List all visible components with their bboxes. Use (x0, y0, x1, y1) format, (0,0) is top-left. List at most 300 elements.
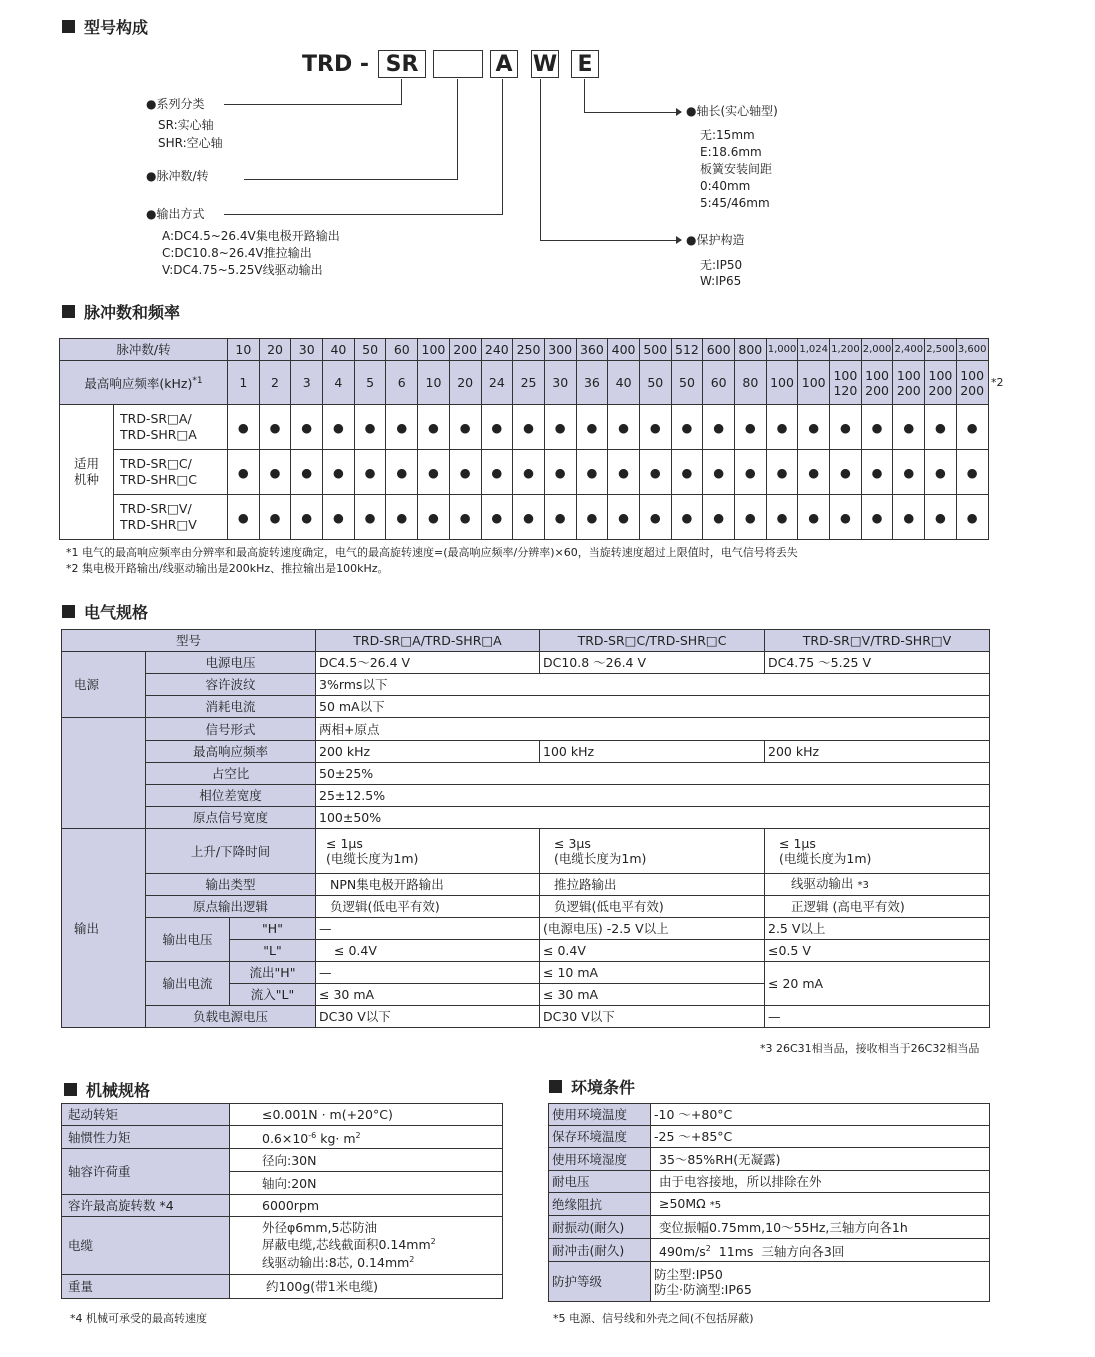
pulse-value: 2,000 (861, 339, 893, 361)
cable-line-1: 外径φ6mm,5芯防油 (262, 1220, 377, 1236)
freq-row-label (60, 361, 228, 405)
support-dot: ● (671, 450, 703, 495)
support-dot: ● (386, 450, 418, 495)
support-dot: ● (766, 405, 798, 450)
support-dot: ● (893, 495, 925, 540)
support-dot: ● (481, 405, 513, 450)
model-label-line2: TRD-SHR□A (120, 427, 197, 442)
elec-cell: 200 kHz (316, 741, 540, 763)
output-line: A:DC4.5~26.4V集电极开路输出 (162, 229, 340, 243)
mech-cell (230, 1217, 503, 1275)
section-title-text: 机械规格 (86, 1081, 151, 1100)
insulation-value: ≥50MΩ (659, 1195, 706, 1211)
freq-value (228, 361, 260, 405)
pulse-value: 3,600 (956, 339, 988, 361)
connector-line (540, 79, 541, 240)
elec-cell: 100±50% (316, 807, 990, 829)
freq-top: 24 (488, 375, 505, 390)
elec-row-label: 原点信号宽度 (146, 807, 316, 829)
shock-exp: 2 (705, 1243, 711, 1253)
section-title-environment (549, 1075, 635, 1098)
elec-row-label: 输出电压 (146, 918, 230, 962)
freq-top: 36 (583, 375, 600, 390)
support-dot: ● (418, 450, 450, 495)
freq-top: 40 (615, 375, 632, 390)
model-label-line1: TRD-SR□C/ (120, 456, 192, 471)
model-label-line2: TRD-SHR□C (120, 472, 198, 487)
inertia-exp: -6 (308, 1130, 317, 1140)
freq-top: 50 (679, 375, 695, 390)
rise-a-2: (电缆长度为1m) (326, 851, 419, 866)
freq-top: 20 (457, 375, 474, 390)
support-dot: ● (608, 450, 640, 495)
freq-value (830, 361, 862, 405)
env-row-label: 耐电压 (549, 1171, 651, 1193)
protection-line: 无:IP50 (700, 258, 743, 272)
env-row-label: 保存环境温度 (549, 1126, 651, 1148)
pulse-value: 40 (323, 339, 355, 361)
elec-sub-label: 流出"H" (230, 962, 316, 984)
support-dot: ● (639, 450, 671, 495)
elec-row-label: 消耗电流 (146, 696, 316, 718)
freq-top: 60 (710, 375, 727, 390)
square-bullet-icon (62, 20, 75, 33)
rise-v-1: ≤ 1μs (779, 836, 816, 851)
connector-line (244, 179, 458, 180)
env-cell: -10 ～+80°C (651, 1104, 990, 1126)
connector-line (540, 240, 681, 241)
shaft-line: 板簧安装间距 (700, 162, 773, 176)
elec-cell: (电源电压) -2.5 V以上 (540, 918, 765, 940)
connector-line (584, 79, 585, 112)
elec-cell: 负逻辑(低电平有效) (540, 896, 765, 918)
support-dot: ● (861, 405, 893, 450)
square-bullet-icon (64, 1083, 77, 1096)
rise-a-1: ≤ 1μs (326, 836, 363, 851)
mech-cell (230, 1126, 503, 1149)
cable-line-2-sup: 2 (430, 1237, 436, 1247)
otype-v: 线驱动输出 (791, 876, 854, 891)
freq-top: 100 (960, 367, 985, 383)
support-dot: ● (576, 450, 608, 495)
freq-value (481, 361, 513, 405)
elec-row-label: 输出类型 (146, 874, 316, 896)
arrow-right-icon (676, 236, 682, 244)
elec-header-model: 型号 (62, 630, 316, 652)
elec-row-label: 信号形式 (146, 718, 316, 741)
elec-sub-label: 流入"L" (230, 984, 316, 1006)
elec-note-3: *3 26C31相当品，接收相当于26C32相当品 (760, 1042, 980, 1055)
env-row-label: 耐振动(耐久) (549, 1216, 651, 1239)
support-dot: ● (893, 405, 925, 450)
pulse-title: ●脉冲数/转 (146, 169, 209, 183)
elec-header-v: TRD-SR□V/TRD-SHR□V (765, 630, 990, 652)
freq-value (956, 361, 988, 405)
freq-value (259, 361, 291, 405)
elec-cell: DC30 V以下 (540, 1006, 765, 1028)
freq-top: 25 (520, 375, 537, 390)
protection-ip65: 防尘·防滴型:IP65 (654, 1281, 752, 1297)
support-dot: ● (259, 495, 291, 540)
support-dot: ● (703, 495, 735, 540)
mechanical-table (61, 1103, 503, 1299)
support-dot: ● (259, 450, 291, 495)
pulse-note-2: *2 集电极开路输出/线驱动输出是200kHz、推拉输出是100kHz。 (66, 562, 389, 575)
mech-cell: 径向:30N (230, 1149, 503, 1172)
connector-line (457, 79, 458, 179)
freq-value (323, 361, 355, 405)
output-line: V:DC4.75~5.25V线驱动输出 (162, 263, 323, 277)
cable-line-3-sup: 2 (409, 1254, 415, 1264)
support-dot: ● (228, 405, 260, 450)
support-dot: ● (703, 405, 735, 450)
support-dot: ● (291, 405, 323, 450)
section-title-text: 环境条件 (571, 1078, 636, 1097)
pulse-value: 250 (513, 339, 545, 361)
elec-cell: ≤ 30 mA (316, 984, 540, 1006)
env-row-label: 绝缘阻抗 (549, 1193, 651, 1216)
freq-top: 100 (770, 375, 794, 390)
otype-v-note: *3 (857, 880, 869, 891)
shaft-line: 5:45/46mm (700, 196, 770, 210)
output-title: ●输出方式 (146, 207, 205, 221)
elec-header-c: TRD-SR□C/TRD-SHR□C (540, 630, 765, 652)
support-dot: ● (671, 495, 703, 540)
support-dot: ● (608, 405, 640, 450)
support-dot: ● (449, 405, 481, 450)
pulse-note-1: *1 电气的最高响应频率由分辨率和最高旋转速度确定，电气的最高旋转速度=(最高响应频率/分辨率)×60，当旋转速度超过上限值时，电气信号将丢失 (66, 546, 798, 559)
env-note-5: *5 电源、信号线和外壳之间(不包括屏蔽) (553, 1312, 754, 1325)
support-dot: ● (608, 495, 640, 540)
model-label (114, 405, 228, 450)
elec-cell: 25±12.5% (316, 785, 990, 807)
freq-value (735, 361, 767, 405)
support-dot: ● (925, 450, 957, 495)
support-dot: ● (639, 405, 671, 450)
support-dot: ● (354, 450, 386, 495)
code-box-output: A (490, 50, 518, 78)
support-dot: ● (449, 450, 481, 495)
freq-value (861, 361, 893, 405)
model-label-line1: TRD-SR□V/ (120, 501, 192, 516)
elec-sub-label: "L" (230, 940, 316, 962)
mech-row-label: 重量 (62, 1275, 230, 1299)
shock-value: 490m/s (659, 1244, 706, 1260)
pulse-value: 240 (481, 339, 513, 361)
elec-cell: — (316, 918, 540, 940)
support-dot: ● (449, 495, 481, 540)
electrical-table (61, 629, 990, 1028)
freq-top: 30 (552, 375, 569, 390)
freq-top: 80 (742, 375, 759, 390)
freq-bottom: 200 (896, 382, 921, 398)
elec-row-label: 容许波纹 (146, 674, 316, 696)
freq-value (893, 361, 925, 405)
support-dot: ● (798, 495, 830, 540)
freq-top: 50 (647, 375, 664, 390)
section-title-model (62, 15, 148, 38)
freq-top: 100 (896, 367, 921, 383)
shaft-title: ●轴长(实心轴型) (686, 104, 778, 118)
elec-cell: ≤0.5 V (765, 940, 990, 962)
support-dot: ● (576, 405, 608, 450)
elec-cell (540, 829, 765, 874)
env-cell (651, 1193, 990, 1216)
connector-line (502, 79, 503, 214)
elec-cell: NPN集电极开路输出 (316, 874, 540, 896)
section-title-text: 脉冲数和频率 (84, 303, 181, 322)
mech-cell: 轴向:20N (230, 1172, 503, 1195)
freq-value (418, 361, 450, 405)
freq-value (513, 361, 545, 405)
mech-row-label: 电缆 (62, 1217, 230, 1275)
connector-line (224, 104, 402, 105)
support-dot: ● (291, 495, 323, 540)
env-row-label: 使用环境温度 (549, 1104, 651, 1126)
inertia-exp2: 2 (355, 1130, 361, 1140)
freq-label-sup: *1 (192, 375, 203, 386)
elec-cell: 100 kHz (540, 741, 765, 763)
freq-top: 100 (865, 367, 890, 383)
elec-row-label: 输出电流 (146, 962, 230, 1006)
shaft-line: 无:15mm (700, 128, 755, 142)
freq-top: 5 (366, 375, 375, 390)
pulse-value: 30 (291, 339, 323, 361)
freq-bottom: 200 (928, 382, 953, 398)
inertia-unit: kg· m (316, 1131, 356, 1147)
series-line: SHR:空心轴 (158, 136, 223, 150)
mech-row-label: 容许最高旋转数 *4 (62, 1195, 230, 1217)
code-box-series: SR (378, 50, 426, 78)
freq-bottom: 200 (960, 382, 985, 398)
elec-cell: 推拉路输出 (540, 874, 765, 896)
elec-cell: ≤ 0.4V (316, 940, 540, 962)
freq-value (576, 361, 608, 405)
cable-line-2 (262, 1235, 499, 1252)
support-dot: ● (386, 405, 418, 450)
pulse-value: 50 (354, 339, 386, 361)
insulation-note: *5 (709, 1199, 722, 1211)
note2-mark: *2 (991, 376, 1004, 389)
env-cell: 变位振幅0.75mm,10～55Hz,三轴方向各1h (651, 1216, 990, 1239)
support-dot: ● (735, 405, 767, 450)
pulse-row-label: 脉冲数/转 (60, 339, 228, 361)
pulse-value: 500 (639, 339, 671, 361)
elec-cell: DC10.8 ～26.4 V (540, 652, 765, 674)
support-dot: ● (956, 450, 988, 495)
freq-value (766, 361, 798, 405)
elec-cell (765, 874, 990, 896)
elec-cell: DC4.5～26.4 V (316, 652, 540, 674)
freq-value (354, 361, 386, 405)
arrow-right-icon (676, 108, 682, 116)
model-group-label: 适用 机种 (60, 405, 114, 540)
elec-group-signal (62, 718, 146, 829)
freq-label-text: 最高响应频率(kHz) (84, 376, 193, 392)
elec-group-output: 输出 (62, 829, 146, 1028)
freq-value (449, 361, 481, 405)
support-dot: ● (861, 495, 893, 540)
support-dot: ● (228, 495, 260, 540)
environment-table (548, 1103, 990, 1302)
connector-line (584, 112, 681, 113)
support-dot: ● (830, 405, 862, 450)
support-dot: ● (576, 495, 608, 540)
rise-c-2: (电缆长度为1m) (554, 851, 647, 866)
env-row-label: 耐冲击(耐久) (549, 1239, 651, 1262)
cable-line-3 (262, 1253, 499, 1270)
pulse-value: 300 (544, 339, 576, 361)
elec-cell: ≤ 20 mA (765, 962, 990, 1006)
elec-cell: 负逻辑(低电平有效) (316, 896, 540, 918)
elec-header-a: TRD-SR□A/TRD-SHR□A (316, 630, 540, 652)
elec-cell: ≤ 10 mA (540, 962, 765, 984)
pulse-value: 100 (418, 339, 450, 361)
protection-line: W:IP65 (700, 274, 742, 288)
pulse-table (59, 338, 989, 540)
support-dot: ● (544, 405, 576, 450)
support-dot: ● (354, 495, 386, 540)
elec-cell: ≤ 30 mA (540, 984, 765, 1006)
freq-top: 6 (397, 375, 406, 390)
support-dot: ● (513, 405, 545, 450)
model-label (114, 450, 228, 495)
elec-cell: ≤ 0.4V (540, 940, 765, 962)
freq-value (386, 361, 418, 405)
freq-value (925, 361, 957, 405)
env-cell: 35～85%RH(无凝露) (651, 1148, 990, 1171)
section-title-text: 型号构成 (84, 18, 149, 37)
connector-line (224, 214, 503, 215)
rise-c-1: ≤ 3μs (554, 836, 591, 851)
support-dot: ● (418, 495, 450, 540)
shock-rest: 11ms 三轴方向各3回 (710, 1244, 845, 1260)
freq-bottom: 120 (833, 382, 858, 398)
freq-value (639, 361, 671, 405)
support-dot: ● (830, 495, 862, 540)
freq-value (291, 361, 323, 405)
square-bullet-icon (549, 1080, 562, 1093)
freq-top: 4 (334, 375, 343, 390)
support-dot: ● (766, 495, 798, 540)
elec-cell: — (765, 1006, 990, 1028)
elec-row-label: 原点输出逻辑 (146, 896, 316, 918)
elec-cell: DC4.75 ～5.25 V (765, 652, 990, 674)
support-dot: ● (861, 450, 893, 495)
protection-ip50: 防尘型:IP50 (654, 1266, 723, 1282)
elec-group-power: 电源 (62, 652, 146, 718)
elec-cell: 50±25% (316, 763, 990, 785)
support-dot: ● (925, 405, 957, 450)
freq-top: 3 (302, 375, 311, 390)
pulse-value: 2,400 (893, 339, 925, 361)
freq-top: 100 (928, 367, 953, 383)
freq-bottom: 200 (865, 382, 890, 398)
elec-row-label: 负载电源电压 (146, 1006, 316, 1028)
mech-row-label: 起动转矩 (62, 1104, 230, 1126)
env-cell: 由于电容接地，所以排除在外 (651, 1171, 990, 1193)
elec-cell: — (316, 962, 540, 984)
pulse-value: 2,500 (925, 339, 957, 361)
freq-top: 100 (801, 375, 826, 390)
section-title-electrical (62, 600, 148, 623)
model-label-line1: TRD-SR□A/ (120, 411, 192, 426)
support-dot: ● (956, 405, 988, 450)
elec-cell: 3%rms以下 (316, 674, 990, 696)
protection-title: ●保护构造 (686, 233, 745, 247)
elec-row-label: 相位差宽度 (146, 785, 316, 807)
section-title-text: 电气规格 (84, 603, 149, 622)
pulse-value: 512 (671, 339, 703, 361)
pulse-value: 400 (608, 339, 640, 361)
support-dot: ● (735, 450, 767, 495)
support-dot: ● (893, 450, 925, 495)
elec-cell (316, 829, 540, 874)
support-dot: ● (323, 450, 355, 495)
freq-top: 100 (833, 367, 858, 383)
support-dot: ● (323, 495, 355, 540)
support-dot: ● (830, 450, 862, 495)
series-line: SR:实心轴 (158, 118, 214, 132)
pulse-value: 1,024 (798, 339, 830, 361)
pulse-value: 600 (703, 339, 735, 361)
cable-line-2-text: 屏蔽电缆,芯线截面积0.14mm (262, 1237, 431, 1253)
elec-row-label: 占空比 (146, 763, 316, 785)
elec-cell: 200 kHz (765, 741, 990, 763)
env-cell (651, 1262, 990, 1302)
elec-cell: DC30 V以下 (316, 1006, 540, 1028)
connector-line (401, 79, 402, 104)
mech-note-4: *4 机械可承受的最高转速度 (70, 1312, 207, 1325)
support-dot: ● (798, 405, 830, 450)
env-cell: -25 ～+85°C (651, 1126, 990, 1148)
freq-value (703, 361, 735, 405)
support-dot: ● (639, 495, 671, 540)
support-dot: ● (513, 450, 545, 495)
pulse-value: 200 (449, 339, 481, 361)
env-row-label: 防护等级 (549, 1262, 651, 1302)
support-dot: ● (956, 495, 988, 540)
elec-cell: 正逻辑 (高电平有效) (765, 896, 990, 918)
square-bullet-icon (62, 305, 75, 318)
mech-cell: 约100g(带1米电缆) (230, 1275, 503, 1299)
model-label (114, 495, 228, 540)
freq-value (544, 361, 576, 405)
support-dot: ● (386, 495, 418, 540)
pulse-value: 800 (735, 339, 767, 361)
pulse-value: 20 (259, 339, 291, 361)
mech-row-label: 轴惯性力矩 (62, 1126, 230, 1149)
support-dot: ● (671, 405, 703, 450)
rise-v-2: (电缆长度为1m) (779, 851, 872, 866)
support-dot: ● (703, 450, 735, 495)
elec-row-label: 电源电压 (146, 652, 316, 674)
support-dot: ● (544, 450, 576, 495)
support-dot: ● (259, 405, 291, 450)
support-dot: ● (418, 405, 450, 450)
support-dot: ● (513, 495, 545, 540)
support-dot: ● (323, 405, 355, 450)
pulse-value: 1,000 (766, 339, 798, 361)
env-cell (651, 1239, 990, 1262)
mech-cell: ≤0.001N · m(+20°C) (230, 1104, 503, 1126)
inertia-value: 0.6×10 (262, 1131, 309, 1147)
section-title-mechanical (64, 1078, 150, 1101)
support-dot: ● (481, 450, 513, 495)
pulse-value: 1,200 (830, 339, 862, 361)
freq-value (671, 361, 703, 405)
code-box-shaft: E (571, 50, 599, 78)
